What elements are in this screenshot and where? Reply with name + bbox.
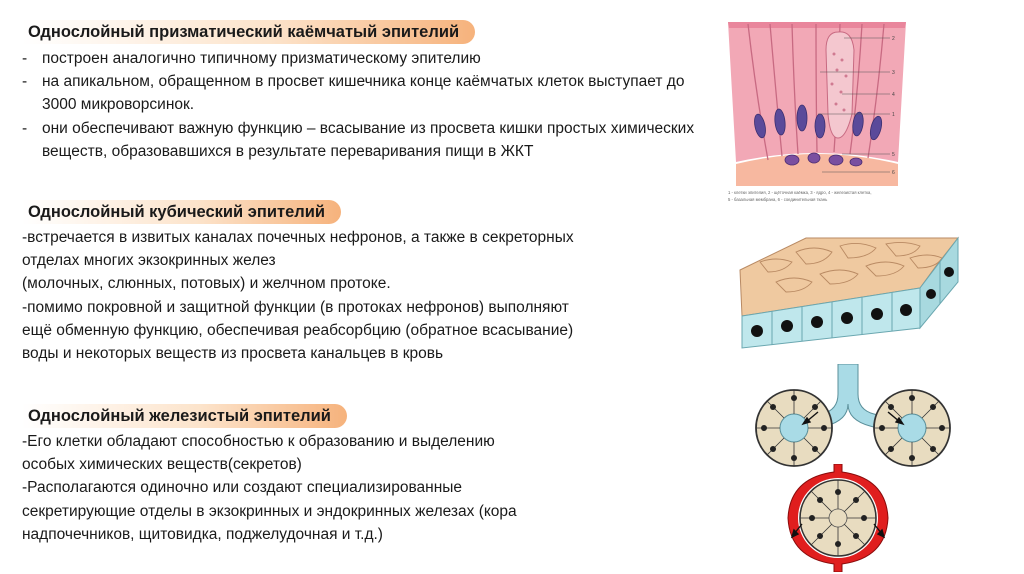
- figure-label: 6: [892, 170, 895, 176]
- text-line: -встречается в извитых каналах почечных нефронов, а также в секреторных: [22, 229, 574, 246]
- acinus-right: [874, 390, 950, 466]
- bullet-text: они обеспечивают важную функцию – всасывание из просвета кишки простых химических веществ, образовавшихся в результате переваривания пищи в ЖКТ: [42, 119, 695, 160]
- text-line: -Его клетки обладают способностью к образованию и выделению: [22, 433, 495, 450]
- figure-label: 1: [892, 112, 895, 118]
- figure-label: 2: [892, 36, 895, 42]
- text-line: -Располагаются одиночно или создают специализированные: [22, 479, 463, 497]
- section-glandular-epithelium: [22, 404, 702, 546]
- brush-border: [728, 22, 906, 28]
- section-title: Однослойный призматический каёмчатый эпителий: [22, 20, 475, 44]
- section-title: Однослойный кубический эпителий: [22, 200, 341, 224]
- figure-label: 3: [892, 70, 895, 76]
- prismatic-epithelium-illustration: [722, 14, 912, 206]
- figure-caption: 5 - базальная мембрана, 6 - соединительная ткань: [728, 197, 828, 202]
- bullet-text: на апикальном, обращенном в просвет кишечника конце каёмчатых клеток выступает до 3000 микроворсинок.: [42, 73, 685, 114]
- figure-label: 5: [892, 152, 895, 158]
- bullet-item: - они обеспечивают важную функцию – всасывание из просвета кишки простых химических веществ, образовавшихся в результате переваривания пищи в ЖКТ: [22, 117, 702, 163]
- section-cuboidal-epithelium: [22, 200, 702, 365]
- endocrine-gland-illustration: [776, 464, 900, 572]
- text-line: особых химических веществ(секретов): [22, 456, 302, 474]
- glandular-acini-illustration: [746, 364, 960, 468]
- bullet-item: - на апикальном, обращенном в просвет кишечника конце каёмчатых клеток выступает до 3000 микроворсинок.: [22, 70, 702, 116]
- bullet-item: - построен аналогично типичному призматическому эпителию: [22, 47, 702, 70]
- text-line: -помимо покровной и защитной функции (в протоках нефронов) выполняют: [22, 298, 569, 316]
- goblet-cell: [826, 32, 854, 138]
- text-line: секретирующие отделы в экзокринных и эндокринных железах (кора: [22, 502, 517, 520]
- cuboidal-epithelium-illustration: [736, 232, 962, 350]
- bullet-text: построен аналогично типичному призматическому эпителию: [42, 50, 481, 67]
- figure-label: 4: [892, 92, 895, 98]
- text-line: воды и некоторых веществ из просвета канальцев в кровь: [22, 345, 444, 363]
- text-line: (молочных, слюнных, потовых) и желчном протоке.: [22, 275, 391, 293]
- text-line: отделах многих экзокринных желез: [22, 252, 276, 270]
- section-title: Однослойный железистый эпителий: [22, 404, 347, 428]
- text-line: надпочечников, щитовидка, поджелудочная и т.д.): [22, 525, 383, 543]
- text-line: ещё обменную функцию, обеспечивая реабсорбцию (обратное всасывание): [22, 321, 574, 339]
- figure-caption: 1 - клетки эпителия, 2 - щёточная каёмка, 3 - ядро, 4 - железистая клетка,: [728, 190, 872, 195]
- section-prismatic-epithelium: [22, 20, 702, 163]
- acinus-left: [756, 390, 832, 466]
